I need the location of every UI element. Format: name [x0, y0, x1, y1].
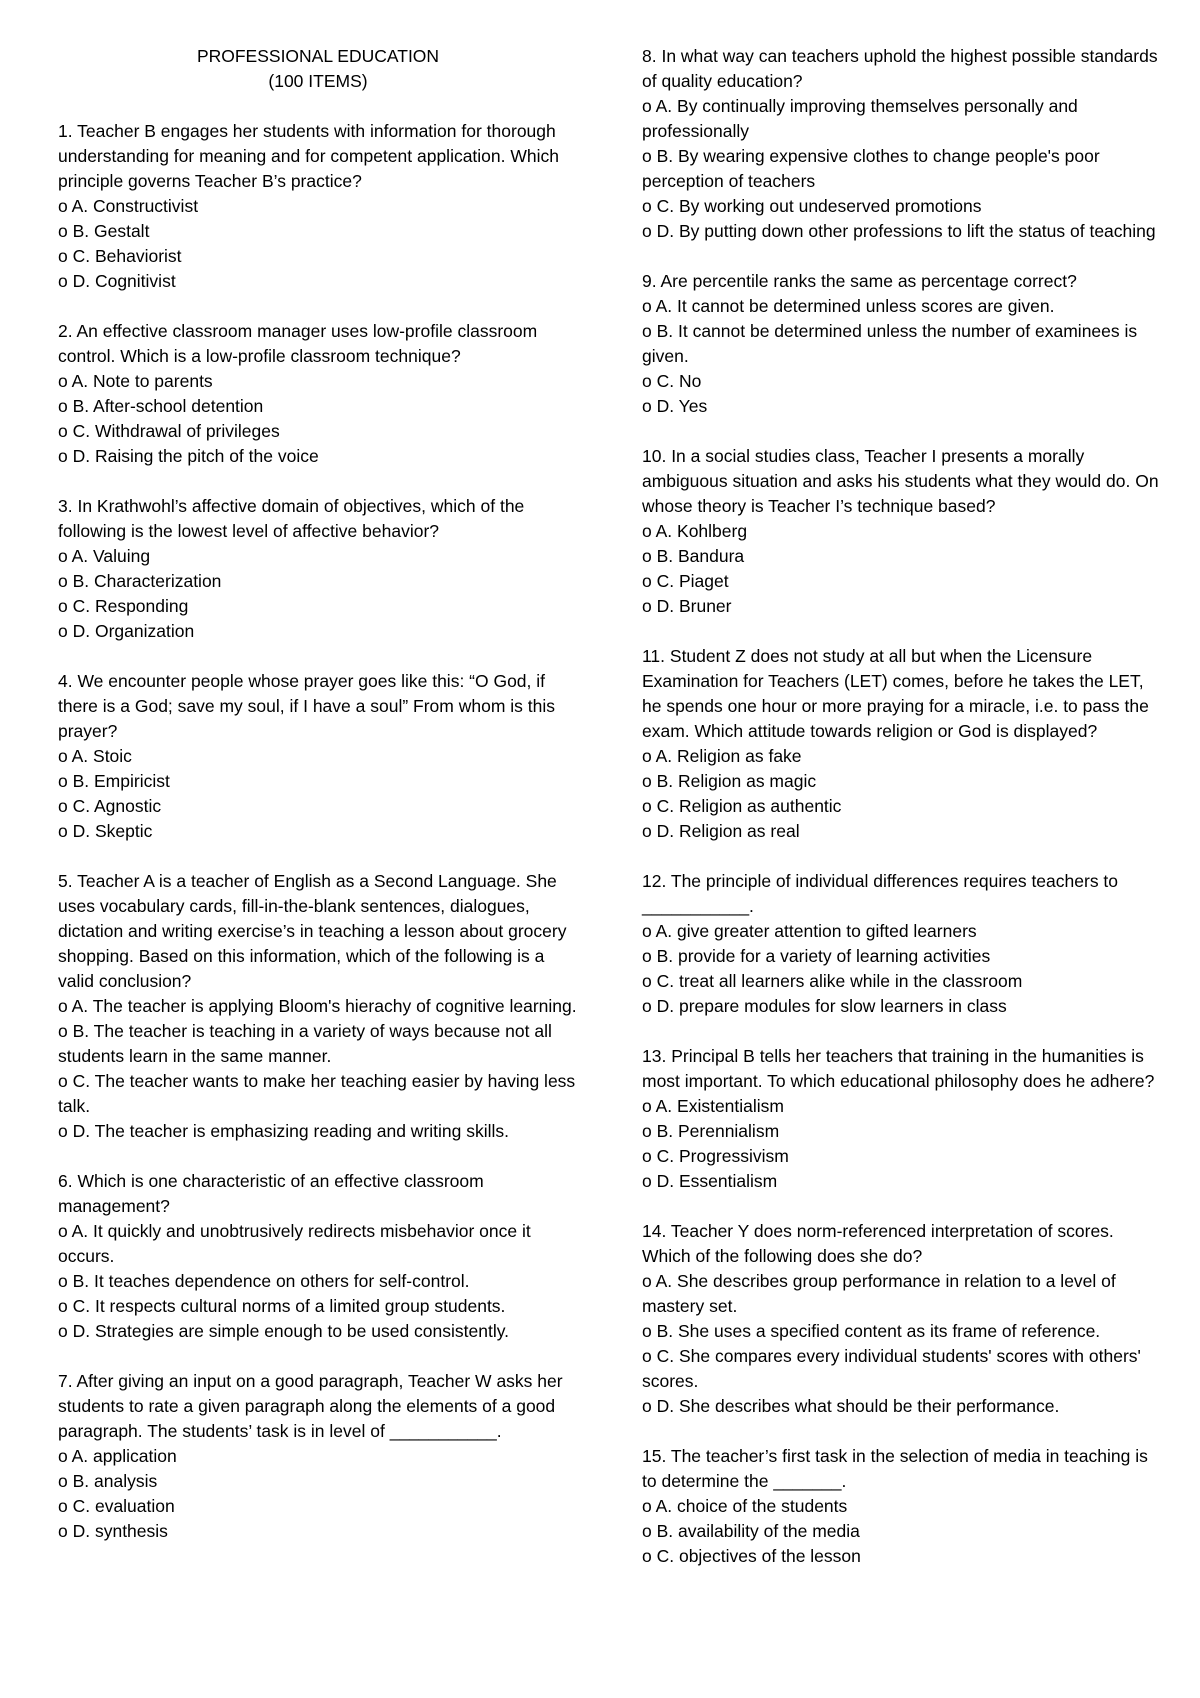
answer-option: o D. Skeptic [58, 821, 153, 841]
answer-option: o C. objectives of the lesson [642, 1546, 861, 1566]
question-item [642, 644, 1162, 844]
question-item [642, 1219, 1162, 1419]
answer-option: o C. No [642, 371, 702, 391]
question-stem: 6. Which is one characteristic of an effective classroom management? [58, 1171, 484, 1216]
answer-option: o A. Stoic [58, 746, 132, 766]
answer-option: o D. Essentialism [642, 1171, 778, 1191]
answer-option: o C. Religion as authentic [642, 796, 842, 816]
answer-option: o D. Organization [58, 621, 195, 641]
answer-option: o B. Bandura [642, 546, 745, 566]
left-question-list [58, 119, 578, 1544]
answer-option: o A. It cannot be determined unless scores are given. [642, 296, 1055, 316]
answer-option: o C. Withdrawal of privileges [58, 421, 280, 441]
question-stem: 4. We encounter people whose prayer goes like this: “O God, if there is a God; save my soul, if I have a soul” From whom is this prayer? [58, 671, 555, 741]
answer-option: o B. Characterization [58, 571, 222, 591]
answer-option: o D. Raising the pitch of the voice [58, 446, 319, 466]
answer-option: o B. availability of the media [642, 1521, 860, 1541]
question-item [642, 444, 1162, 619]
answer-option: o C. She compares every individual students' scores with others' scores. [642, 1346, 1141, 1391]
answer-option: o A. Kohlberg [642, 521, 748, 541]
answer-option: o D. By putting down other professions to lift the status of teaching [642, 221, 1156, 241]
question-stem: 5. Teacher A is a teacher of English as a Second Language. She uses vocabulary cards, fill-in-the-blank sentences, dialogues, dictation and writing exercise’s in teaching a lesson about grocery shopping. Based on this information, which of the following is a valid conclusion? [58, 871, 567, 991]
answer-option: o A. Note to parents [58, 371, 213, 391]
question-stem: 9. Are percentile ranks the same as percentage correct? [642, 271, 1077, 291]
question-item [58, 1169, 578, 1344]
answer-option: o C. Behaviorist [58, 246, 182, 266]
answer-option: o C. treat all learners alike while in the classroom [642, 971, 1023, 991]
answer-option: o A. application [58, 1446, 177, 1466]
question-stem: 3. In Krathwohl’s affective domain of objectives, which of the following is the lowest level of affective behavior? [58, 496, 525, 541]
answer-option: o A. Religion as fake [642, 746, 802, 766]
question-stem: 15. The teacher’s first task in the selection of media in teaching is to determine the _______. [642, 1446, 1148, 1491]
answer-option: o A. Existentialism [642, 1096, 784, 1116]
answer-option: o C. The teacher wants to make her teaching easier by having less talk. [58, 1071, 576, 1116]
right-column [642, 44, 1162, 1569]
question-item [58, 319, 578, 469]
answer-option: o B. Empiricist [58, 771, 170, 791]
answer-option: o C. Responding [58, 596, 189, 616]
question-stem: 13. Principal B tells her teachers that training in the humanities is most important. To which educational philosophy does he adhere? [642, 1046, 1155, 1091]
answer-option: o B. She uses a specified content as its frame of reference. [642, 1321, 1101, 1341]
answer-option: o C. evaluation [58, 1496, 175, 1516]
question-stem: 7. After giving an input on a good paragraph, Teacher W asks her students to rate a given paragraph along the elements of a good paragraph. The students’ task is in level of ___________. [58, 1371, 563, 1441]
answer-option: o A. The teacher is applying Bloom's hierachy of cognitive learning. [58, 996, 577, 1016]
answer-option: o B. It cannot be determined unless the number of examinees is given. [642, 321, 1138, 366]
answer-option: o D. Cognitivist [58, 271, 176, 291]
question-stem: 14. Teacher Y does norm-referenced interpretation of scores. Which of the following does she do? [642, 1221, 1114, 1266]
question-stem: 11. Student Z does not study at all but when the Licensure Examination for Teachers (LET) comes, before he takes the LET, he spends one hour or more praying for a miracle, i.e. to pass the exam. Which attitude towards religion or God is displayed? [642, 646, 1149, 741]
answer-option: o B. Perennialism [642, 1121, 780, 1141]
answer-option: o A. She describes group performance in relation to a level of mastery set. [642, 1271, 1116, 1316]
answer-option: o B. It teaches dependence on others for self-control. [58, 1271, 470, 1291]
question-item [642, 44, 1162, 244]
answer-option: o A. By continually improving themselves personally and professionally [642, 96, 1078, 141]
question-item [58, 119, 578, 294]
answer-option: o C. It respects cultural norms of a limited group students. [58, 1296, 506, 1316]
answer-option: o B. provide for a variety of learning activities [642, 946, 991, 966]
answer-option: o B. After-school detention [58, 396, 264, 416]
question-stem: 12. The principle of individual differences requires teachers to ___________. [642, 871, 1119, 916]
answer-option: o C. Progressivism [642, 1146, 789, 1166]
answer-option: o A. give greater attention to gifted learners [642, 921, 977, 941]
answer-option: o D. synthesis [58, 1521, 168, 1541]
answer-option: o D. Yes [642, 396, 708, 416]
answer-option: o A. It quickly and unobtrusively redirects misbehavior once it occurs. [58, 1221, 531, 1266]
right-question-list [642, 44, 1162, 1569]
answer-option: o D. Religion as real [642, 821, 800, 841]
answer-option: o C. By working out undeserved promotions [642, 196, 982, 216]
question-item [58, 1369, 578, 1544]
document-subtitle: (100 ITEMS) [268, 71, 368, 91]
answer-option: o D. She describes what should be their performance. [642, 1396, 1060, 1416]
question-stem: 2. An effective classroom manager uses low-profile classroom control. Which is a low-profile classroom technique? [58, 321, 538, 366]
answer-option: o A. Constructivist [58, 196, 199, 216]
answer-option: o A. choice of the students [642, 1496, 848, 1516]
answer-option: o D. Bruner [642, 596, 732, 616]
answer-option: o A. Valuing [58, 546, 151, 566]
answer-option: o D. The teacher is emphasizing reading and writing skills. [58, 1121, 510, 1141]
question-stem: 1. Teacher B engages her students with information for thorough understanding for meaning and for competent application. Which principle governs Teacher B’s practice? [58, 121, 559, 191]
document-heading [58, 44, 578, 94]
question-stem: 8. In what way can teachers uphold the highest possible standards of quality education? [642, 46, 1158, 91]
answer-option: o B. Gestalt [58, 221, 150, 241]
question-item [58, 494, 578, 644]
question-item [642, 269, 1162, 419]
answer-option: o C. Agnostic [58, 796, 162, 816]
question-item [642, 1444, 1162, 1569]
answer-option: o B. By wearing expensive clothes to change people's poor perception of teachers [642, 146, 1100, 191]
answer-option: o B. analysis [58, 1471, 158, 1491]
question-item [58, 869, 578, 1144]
question-item [642, 1044, 1162, 1194]
answer-option: o C. Piaget [642, 571, 729, 591]
left-column [58, 44, 578, 1544]
question-item [58, 669, 578, 844]
document-title: PROFESSIONAL EDUCATION [196, 46, 440, 66]
question-item [642, 869, 1162, 1019]
answer-option: o D. prepare modules for slow learners in class [642, 996, 1007, 1016]
answer-option: o B. Religion as magic [642, 771, 817, 791]
answer-option: o D. Strategies are simple enough to be used consistently. [58, 1321, 510, 1341]
answer-option: o B. The teacher is teaching in a variety of ways because not all students learn in the same manner. [58, 1021, 552, 1066]
question-stem: 10. In a social studies class, Teacher I presents a morally ambiguous situation and asks his students what they would do. On whose theory is Teacher I’s technique based? [642, 446, 1159, 516]
